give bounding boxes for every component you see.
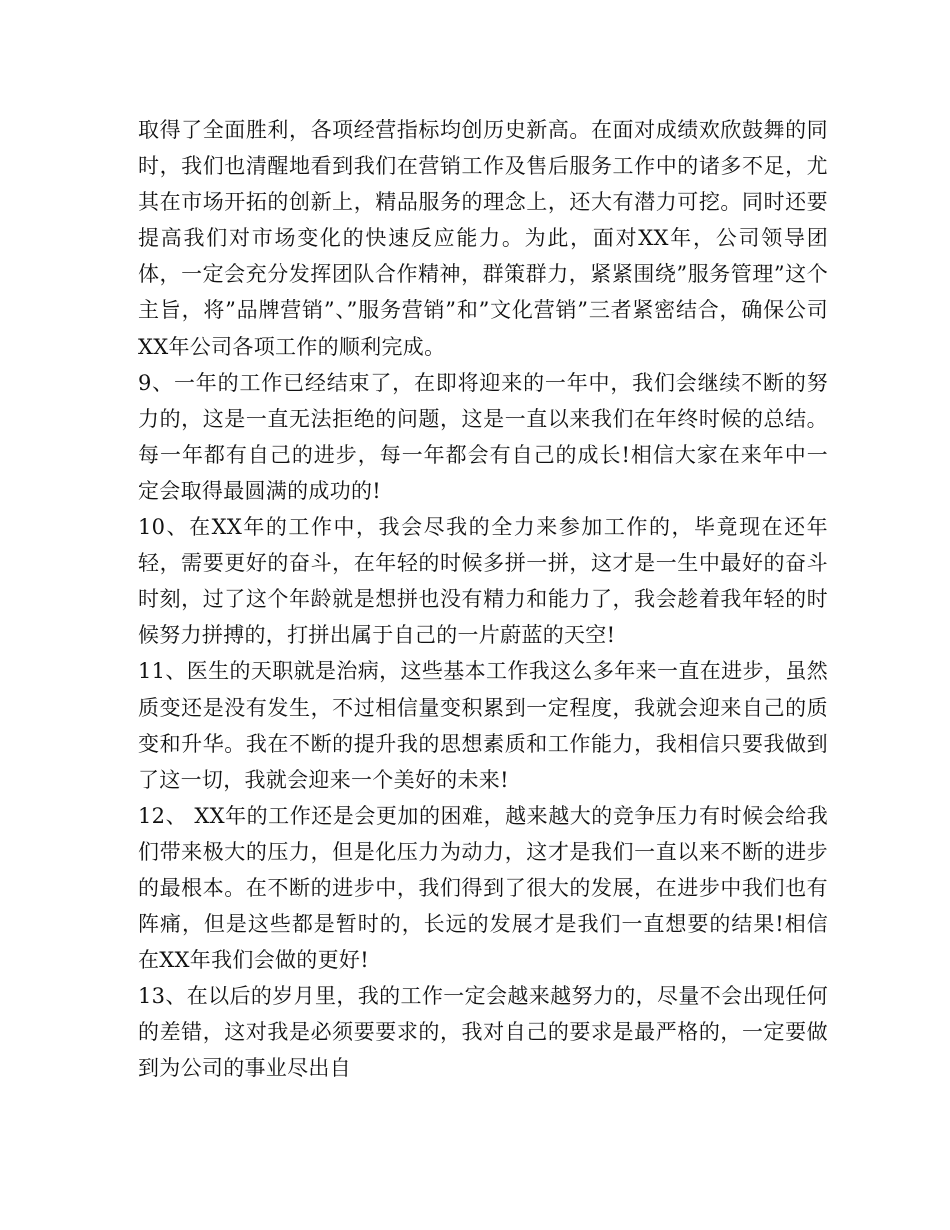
paragraph-continuation: 取得了全面胜利，各项经营指标均创历史新高。在面对成绩欢欣鼓舞的同时，我们也清醒地看到我们在营销工作及售后服务工作中的诸多不足，尤其在市场开拓的创新上，精品服务的理念上，还大有潜力可挖。同时还要提高我们对市场变化的快速反应能力。为此，面对XX年，公司领导团体，一定会充分发挥团队合作精神，群策群力，紧紧围绕”服务管理”这个主旨，将”品牌营销”、”服务营销”和”文化营销”三者紧密结合，确保公司XX年公司各项工作的顺利完成。 — [138, 118, 828, 359]
document-body — [138, 112, 828, 1087]
paragraph-item-10: 10、在XX年的工作中，我会尽我的全力来参加工作的，毕竟现在还年轻，需要更好的奋斗，在年轻的时候多拼一拼，这才是一生中最好的奋斗时刻，过了这个年龄就是想拼也没有精力和能力了，我会趁着我年轻的时候努力拼搏的，打拼出属于自己的一片蔚蓝的天空! — [138, 515, 828, 648]
paragraph-item-9: 9、一年的工作已经结束了，在即将迎来的一年中，我们会继续不断的努力的，这是一直无法拒绝的问题，这是一直以来我们在年终时候的总结。每一年都有自己的进步，每一年都会有自己的成长!相信大家在来年中一定会取得最圆满的成功的! — [138, 370, 828, 503]
paragraph-item-13: 13、在以后的岁月里，我的工作一定会越来越努力的，尽量不会出现任何的差错，这对我是必须要要求的，我对自己的要求是最严格的，一定要做到为公司的事业尽出自 — [138, 984, 828, 1081]
paragraph-item-12: 12、 XX年的工作还是会更加的困难，越来越大的竞争压力有时候会给我们带来极大的压力，但是化压力为动力，这才是我们一直以来不断的进步的最根本。在不断的进步中，我们得到了很大的发展，在进步中我们也有阵痛，但是这些都是暂时的，长远的发展才是我们一直想要的结果!相信在XX年我们会做的更好! — [138, 803, 828, 973]
paragraph-item-11: 11、医生的天职就是治病，这些基本工作我这么多年来一直在进步，虽然质变还是没有发生，不过相信量变积累到一定程度，我就会迎来自己的质变和升华。我在不断的提升我的思想素质和工作能力，我相信只要我做到了这一切，我就会迎来一个美好的未来! — [138, 659, 828, 792]
